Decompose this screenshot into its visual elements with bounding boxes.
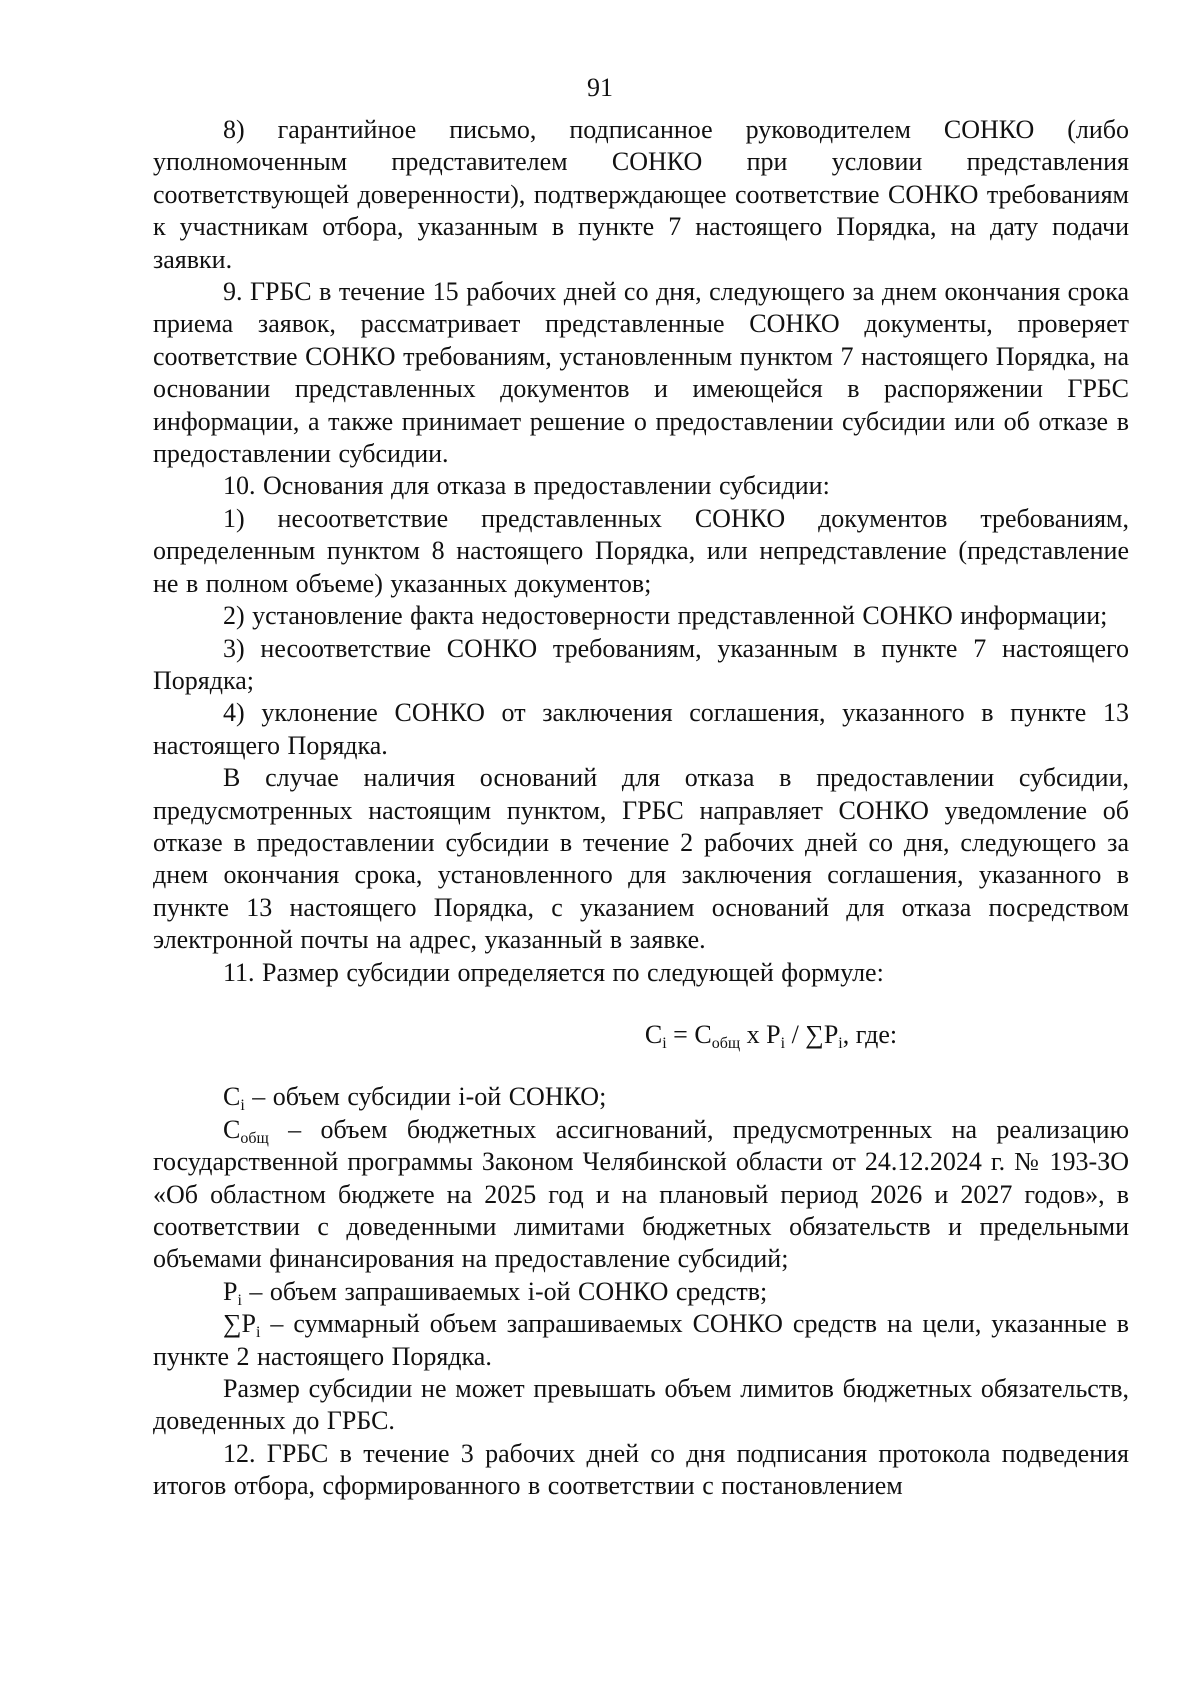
paragraph-9: 9. ГРБС в течение 15 рабочих дней со дня, следующего за днем окончания срока приема заявок, рассматривает представленные СОНКО документы, проверяет соответствие СОНКО требованиям, установленным пунктом 7 настоящего Порядка, на основании представленных документов и имеющейся в распоряжении ГРБС информации, а также принимает решение о предоставлении субсидии или об отказе в предоставлении субсидии. (153, 277, 1129, 469)
formula-divide: / ∑P (785, 1019, 839, 1049)
page-number: 91 (587, 73, 613, 102)
definition-pi-subscript: i (237, 1291, 242, 1309)
definition-ctotal-symbol: С (223, 1114, 241, 1144)
definition-ctotal-subscript: общ (240, 1129, 269, 1147)
formula-tail: , где: (842, 1019, 898, 1049)
definition-pi (153, 1276, 1129, 1308)
formula-c-symbol: C (644, 1019, 663, 1049)
definition-pi-symbol: P (223, 1276, 238, 1306)
formula-multiply: x P (740, 1019, 781, 1049)
formula-p-subscript: i (780, 1034, 786, 1052)
document-body (153, 114, 1129, 1503)
paragraph-11-heading: 11. Размер субсидии определяется по следующей формуле: (223, 957, 884, 987)
definition-pi-text: – объем запрашиваемых i-ой СОНКО средств; (241, 1276, 768, 1306)
definition-ci-subscript: i (240, 1097, 245, 1115)
paragraph-10-heading: 10. Основания для отказа в предоставлении субсидии: (223, 471, 830, 501)
subsidy-limit-paragraph: Размер субсидии не может превышать объем лимитов бюджетных обязательств, доведенных до ГРБС. (153, 1374, 1129, 1436)
definition-ci (153, 1081, 1129, 1113)
subsidy-formula (153, 1019, 1129, 1051)
definition-sum-text: – суммарный объем запрашиваемых СОНКО средств на цели, указанные в пункте 2 настоящего Порядка. (153, 1309, 1129, 1371)
paragraph-10-refusal-notice: В случае наличия оснований для отказа в предоставлении субсидии, предусмотренных настоящим пунктом, ГРБС направляет СОНКО уведомление об отказе в предоставлении субсидии в течение 2 рабочих дней со дня, следующего за днем окончания срока, установленного для заключения соглашения, указанного в пункте 13 настоящего Порядка, с указанием оснований для отказа посредством электронной почты на адрес, указанный в заявке. (153, 763, 1129, 955)
paragraph-10-item-3: 3) несоответствие СОНКО требованиям, указанным в пункте 7 настоящего Порядка; (153, 633, 1129, 695)
formula-sum-subscript: i (838, 1034, 843, 1052)
definition-sum-symbol: ∑P (223, 1309, 256, 1339)
definition-sum-subscript: i (256, 1324, 261, 1342)
paragraph-10-item-1: 1) несоответствие представленных СОНКО документов требованиям, определенным пунктом 8 настоящего Порядка, или непредставление (представление не в полном объеме) указанных документов; (153, 503, 1129, 598)
definition-ctotal (153, 1114, 1129, 1276)
definition-ci-symbol: C (223, 1082, 241, 1112)
formula-total-subscript: общ (711, 1034, 741, 1052)
definition-sum (153, 1308, 1129, 1373)
paragraph-10-item-4: 4) уклонение СОНКО от заключения соглашения, указанного в пункте 13 настоящего Порядка. (153, 698, 1129, 760)
paragraph-10-item-2: 2) установление факта недостоверности представленной СОНКО информации; (223, 601, 1108, 631)
paragraph-12: 12. ГРБС в течение 3 рабочих дней со дня подписания протокола подведения итогов отбора, сформированного в соответствии с постановлением (153, 1438, 1129, 1501)
definition-ci-text: – объем субсидии i-ой СОНКО; (244, 1082, 607, 1112)
formula-equals: = C (666, 1019, 712, 1049)
formula-c-subscript: i (662, 1034, 667, 1052)
definition-ctotal-text: – объем бюджетных ассигнований, предусмотренных на реализацию государственной программы Законом Челябинской области от 24.12.2024 г. № 193-ЗО «Об областном бюджете на 2025 год и на плановый период 2026 и 2027 годов», в соответствии с доведенными лимитами бюджетных обязательств и предельными объемами финансирования на предоставление субсидий; (153, 1114, 1129, 1274)
paragraph-8: 8) гарантийное письмо, подписанное руководителем СОНКО (либо уполномоченным представителем СОНКО при условии представления соответствующей доверенности), подтверждающее соответствие СОНКО требованиям к участникам отбора, указанным в пункте 7 настоящего Порядка, на дату подачи заявки. (153, 115, 1129, 274)
